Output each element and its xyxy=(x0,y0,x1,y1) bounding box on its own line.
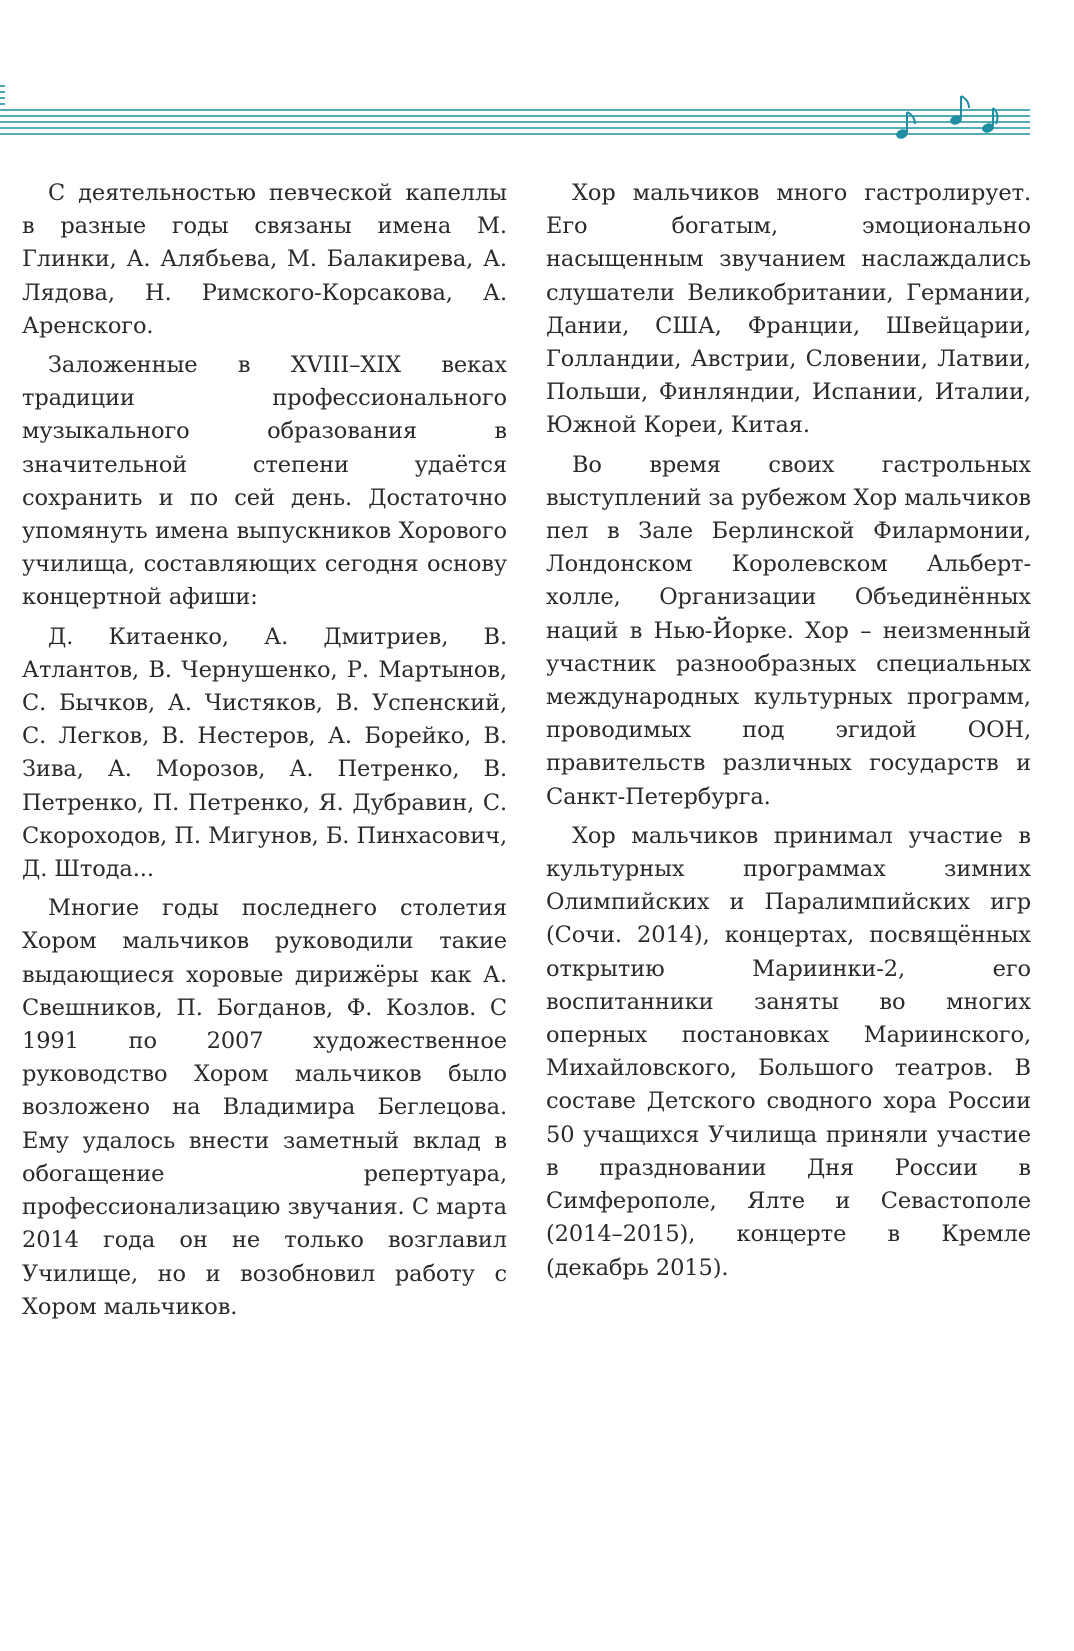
paragraph: Хор мальчиков много гастролирует. Его богатым, эмоционально насыщенным звучанием наслаждались слушатели Великобритании, Германии, Дании, США, Франции, Швейцарии, Голландии, Австрии, Словении, Латвии, Польши, Финляндии, Испании, Италии, Южной Кореи, Китая. xyxy=(546,180,1031,439)
right-text-column xyxy=(546,177,1031,1285)
left-text-column xyxy=(22,177,507,1324)
paragraph: Заложенные в XVIII–XIX веках традиции профессионального музыкального образования в значительной степени удаётся сохранить и по сей день. Достаточно упомянуть имена выпускников Хорового училища, составляющих сегодня основу концертной афиши: xyxy=(22,352,507,611)
paragraph: Многие годы последнего столетия Хором мальчиков руководили такие выдающиеся хоровые дирижёры как А. Свешников, П. Богданов, Ф. Козлов. С 1991 по 2007 художественное руководство Хором мальчиков было возложено на Владимира Беглецова. Ему удалось внести заметный вклад в обогащение репертуара, профессионализацию звучания. С марта 2014 года он не только возглавил Училище, но и возобновил работу с Хором мальчиков. xyxy=(22,895,507,1320)
paragraph: С деятельностью певческой капеллы в разные годы связаны имена М. Глинки, А. Алябьева, М. Балакирева, А. Лядова, Н. Римского-Корсакова, А. Аренского. xyxy=(22,180,507,339)
paragraph: Хор мальчиков принимал участие в культурных программах зимних Олимпийских и Паралимпийских игр (Сочи. 2014), концертах, посвящённых открытию Мариинки-2, его воспитанники заняты во многих оперных постановках Мариинского, Михайловского, Большого театров. В составе Детского сводного хора России 50 учащихся Училища приняли участие в праздновании Дня России в Симферополе, Ялте и Севастополе (2014–2015), концерте в Кремле (декабрь 2015). xyxy=(546,822,1031,1281)
music-staff-header xyxy=(0,76,1074,176)
staff-lines xyxy=(0,86,1030,134)
quarter-note-icon xyxy=(981,108,998,134)
paragraph: Д. Китаенко, А. Дмитриев, В. Атлантов, В. Чернушенко, Р. Мартынов, С. Бычков, А. Чистяков, В. Успенский, С. Легков, В. Нестеров, А. Борейко, В. Зива, А. Морозов, А. Петренко, В. Петренко, П. Петренко, Я. Дубравин, С. Скороходов, П. Мигунов, Б. Пинхасович, Д. Штода... xyxy=(22,623,507,883)
paragraph: Во время своих гастрольных выступлений за рубежом Хор мальчиков пел в Зале Берлинской Филармонии, Лондонском Королевском Альберт-холле, Организации Объединённых наций в Нью-Йорке. Хор – неизменный участник разнообразных специальных международных культурных программ, проводимых под эгидой ООН, правительств различных государств и Санкт-Петербурга. xyxy=(546,451,1031,810)
